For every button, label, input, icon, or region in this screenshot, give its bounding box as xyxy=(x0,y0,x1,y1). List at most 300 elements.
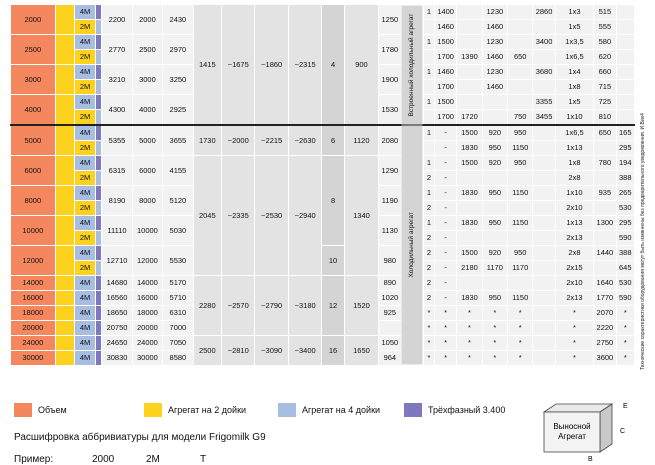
table-cell xyxy=(423,20,434,35)
table-cell xyxy=(533,306,555,321)
table-cell: 14000 xyxy=(11,276,56,291)
table-cell: * xyxy=(616,351,634,366)
table-cell xyxy=(55,125,74,156)
table-cell: 10 xyxy=(322,246,344,276)
table-cell: 24650 xyxy=(102,336,132,351)
table-cell xyxy=(423,141,434,156)
table-cell: * xyxy=(508,336,533,351)
table-cell: 6 xyxy=(322,125,344,156)
table-cell: 2x8 xyxy=(555,171,594,186)
table-cell: 920 xyxy=(482,156,507,171)
legend-agg2-label: Агрегат на 2 дойки xyxy=(168,405,247,415)
table-cell: ~2940 xyxy=(288,156,321,276)
table-cell: 2x13 xyxy=(555,231,594,246)
table-cell: * xyxy=(616,306,634,321)
table-cell: 810 xyxy=(594,110,616,126)
table-cell xyxy=(457,231,482,246)
box-label-2: Агрегат xyxy=(558,432,586,441)
table-cell: 1170 xyxy=(482,261,507,276)
table-cell: 6000 xyxy=(11,156,56,186)
table-cell: 1x6,5 xyxy=(555,50,594,65)
table-cell: 1 xyxy=(423,65,434,80)
table-cell: 2000 xyxy=(11,5,56,35)
box-dim-b: B xyxy=(588,456,593,462)
table-cell: 1050 xyxy=(379,336,401,351)
table-cell: 950 xyxy=(482,291,507,306)
table-cell: 2x10 xyxy=(555,276,594,291)
table-cell: 2M xyxy=(74,141,95,156)
table-cell xyxy=(533,291,555,306)
table-cell: 2970 xyxy=(163,35,193,65)
table-cell: 1500 xyxy=(434,95,456,110)
table-cell xyxy=(594,201,616,216)
table-cell: 3355 xyxy=(533,95,555,110)
table-cell: 1x8 xyxy=(555,156,594,171)
table-cell: 2770 xyxy=(102,35,132,65)
table-cell: 4M xyxy=(74,156,95,171)
table-cell: 1500 xyxy=(457,246,482,261)
table-cell: 1500 xyxy=(434,35,456,50)
table-cell xyxy=(616,35,634,50)
table-cell: 3210 xyxy=(102,65,132,95)
table-cell: ~2530 xyxy=(255,156,288,276)
table-cell: 5000 xyxy=(132,125,162,156)
table-cell xyxy=(457,65,482,80)
table-cell: 715 xyxy=(594,80,616,95)
table-cell: 18000 xyxy=(132,306,162,321)
table-cell: 194 xyxy=(616,156,634,171)
table-cell: * xyxy=(482,321,507,336)
table-cell xyxy=(533,201,555,216)
table-cell: - xyxy=(434,201,456,216)
table-cell: ~2000 xyxy=(222,125,255,156)
table-cell: 2220 xyxy=(594,321,616,336)
table-cell xyxy=(616,5,634,20)
table-cell xyxy=(508,276,533,291)
table-cell: 16 xyxy=(322,336,344,366)
phase-swatch xyxy=(404,403,422,417)
table-cell: 4155 xyxy=(163,156,193,186)
table-cell: 1x10 xyxy=(555,110,594,126)
table-cell xyxy=(533,216,555,231)
table-cell: * xyxy=(434,321,456,336)
table-cell: 2 xyxy=(423,231,434,246)
table-cell: ~2810 xyxy=(222,336,255,366)
box-dim-c: C xyxy=(620,428,626,435)
table-cell: - xyxy=(434,171,456,186)
table-cell: 3680 xyxy=(533,65,555,80)
table-cell xyxy=(508,20,533,35)
table-cell: 1700 xyxy=(434,50,456,65)
table-cell: ~3090 xyxy=(255,336,288,366)
table-cell: 1x3,5 xyxy=(555,35,594,50)
table-cell: 4M xyxy=(74,336,95,351)
table-cell: 8000 xyxy=(132,186,162,216)
table-cell: 5030 xyxy=(163,216,193,246)
table-cell: 1230 xyxy=(482,35,507,50)
table-cell xyxy=(457,201,482,216)
legend-phase-label: Трёхфазный 3.400 xyxy=(428,405,506,415)
table-cell xyxy=(96,141,102,156)
table-cell: 20000 xyxy=(11,321,56,336)
table-cell xyxy=(616,20,634,35)
table-cell: ~2790 xyxy=(255,276,288,336)
table-cell: 18650 xyxy=(102,306,132,321)
table-cell: * xyxy=(423,336,434,351)
table-cell: * xyxy=(508,306,533,321)
table-cell: - xyxy=(434,291,456,306)
table-cell: 1 xyxy=(423,5,434,20)
table-cell: 780 xyxy=(594,156,616,171)
table-cell: 590 xyxy=(616,291,634,306)
table-row xyxy=(11,125,635,141)
table-cell: 555 xyxy=(594,20,616,35)
table-cell: 2500 xyxy=(11,35,56,65)
table-cell: * xyxy=(555,336,594,351)
table-cell: 4000 xyxy=(132,95,162,126)
table-cell: 7050 xyxy=(163,336,193,351)
table-cell: 650 xyxy=(508,50,533,65)
table-cell: 5710 xyxy=(163,291,193,306)
table-cell xyxy=(482,110,507,126)
table-cell: 2860 xyxy=(533,5,555,20)
table-cell: 4M xyxy=(74,321,95,336)
table-cell: 2x8 xyxy=(555,246,594,261)
table-cell: * xyxy=(482,306,507,321)
table-cell xyxy=(96,80,102,95)
table-cell: 4M xyxy=(74,246,95,261)
table-cell: 2M xyxy=(74,50,95,65)
table-cell: 1020 xyxy=(379,291,401,306)
table-cell: 1 xyxy=(423,186,434,201)
table-cell xyxy=(55,156,74,186)
table-cell xyxy=(533,156,555,171)
table-cell xyxy=(55,95,74,126)
table-cell: 3455 xyxy=(533,110,555,126)
table-cell: 6000 xyxy=(132,156,162,186)
table-cell: * xyxy=(434,306,456,321)
table-cell: 295 xyxy=(616,141,634,156)
table-cell: 4M xyxy=(74,216,95,231)
table-cell: 750 xyxy=(508,110,533,126)
table-cell xyxy=(533,261,555,276)
table-cell: 1130 xyxy=(379,216,401,246)
table-cell: - xyxy=(434,261,456,276)
table-cell: 4M xyxy=(74,65,95,80)
table-cell: 16560 xyxy=(102,291,132,306)
table-cell: 590 xyxy=(616,231,634,246)
table-cell: 530 xyxy=(616,201,634,216)
table-cell: 4 xyxy=(322,5,344,126)
table-cell: 1415 xyxy=(193,5,221,126)
table-cell: * xyxy=(482,336,507,351)
table-cell xyxy=(508,95,533,110)
table-cell: 1770 xyxy=(594,291,616,306)
table-cell: 950 xyxy=(482,141,507,156)
table-cell: 2430 xyxy=(163,5,193,35)
table-cell: 12710 xyxy=(102,246,132,276)
table-cell: * xyxy=(457,321,482,336)
table-cell: 1 xyxy=(423,125,434,141)
table-cell: - xyxy=(434,276,456,291)
table-cell: 1300 xyxy=(594,216,616,231)
table-cell: 935 xyxy=(594,186,616,201)
table-cell: 30000 xyxy=(11,351,56,366)
table-cell: 265 xyxy=(616,186,634,201)
table-cell: 3655 xyxy=(163,125,193,156)
table-cell: * xyxy=(482,351,507,366)
table-cell: 1x5 xyxy=(555,20,594,35)
table-cell: 2080 xyxy=(379,125,401,156)
table-cell: * xyxy=(423,351,434,366)
table-cell: 1 xyxy=(423,95,434,110)
table-cell xyxy=(533,351,555,366)
table-cell xyxy=(508,65,533,80)
table-cell: ~2570 xyxy=(222,276,255,336)
example-line xyxy=(14,454,206,465)
table-cell: 2280 xyxy=(193,276,221,336)
table-cell: * xyxy=(457,306,482,321)
table-cell xyxy=(533,276,555,291)
table-cell xyxy=(55,216,74,246)
table-cell: ~2315 xyxy=(288,5,321,126)
table-cell: Встроенный холодильный агрегат xyxy=(401,5,423,126)
caption: Расшифровка аббривиатуры для модели Frigomilk G9 xyxy=(14,432,266,443)
table-cell: 1440 xyxy=(594,246,616,261)
table-cell xyxy=(508,201,533,216)
table-cell: 1190 xyxy=(379,186,401,216)
table-cell: 1x10 xyxy=(555,186,594,201)
table-cell xyxy=(96,261,102,276)
table-cell: 5170 xyxy=(163,276,193,291)
table-cell: 4M xyxy=(74,351,95,366)
table-cell: 1x6,5 xyxy=(555,125,594,141)
table-cell xyxy=(616,95,634,110)
table-cell: 30000 xyxy=(132,351,162,366)
table-cell: 24000 xyxy=(11,336,56,351)
table-cell: 10000 xyxy=(11,216,56,246)
table-cell: 925 xyxy=(379,306,401,321)
table-cell: 14000 xyxy=(132,276,162,291)
table-cell: 1150 xyxy=(508,186,533,201)
volume-swatch xyxy=(14,403,32,417)
table-cell: 1x5 xyxy=(555,95,594,110)
remote-unit-box xyxy=(540,402,630,462)
table-cell xyxy=(96,50,102,65)
table-cell xyxy=(616,110,634,126)
table-cell: 2500 xyxy=(193,336,221,366)
table-cell xyxy=(55,65,74,95)
table-cell: 5530 xyxy=(163,246,193,276)
table-cell: 2M xyxy=(74,20,95,35)
table-cell: 388 xyxy=(616,171,634,186)
table-cell: 1900 xyxy=(379,65,401,95)
table-cell: 12 xyxy=(322,276,344,336)
spec-table xyxy=(10,4,635,366)
table-cell xyxy=(55,276,74,291)
table-cell xyxy=(508,35,533,50)
table-cell: 5355 xyxy=(102,125,132,156)
table-cell: * xyxy=(508,321,533,336)
legend-agg2 xyxy=(144,403,246,417)
table-cell: ~2335 xyxy=(222,156,255,276)
table-cell: ~1860 xyxy=(255,5,288,126)
table-cell: 2045 xyxy=(193,156,221,276)
table-cell: 900 xyxy=(344,5,378,126)
table-cell: 24000 xyxy=(132,336,162,351)
table-cell xyxy=(55,35,74,65)
table-cell: 16000 xyxy=(132,291,162,306)
table-cell: - xyxy=(434,216,456,231)
legend-agg4 xyxy=(278,403,380,417)
table-cell: 1x3 xyxy=(555,5,594,20)
table-cell: 2M xyxy=(74,261,95,276)
table-cell: 980 xyxy=(379,246,401,276)
table-cell: 1230 xyxy=(482,5,507,20)
table-cell: 620 xyxy=(594,50,616,65)
table-cell: 5120 xyxy=(163,186,193,216)
table-cell: 11110 xyxy=(102,216,132,246)
table-cell xyxy=(508,231,533,246)
table-cell: 3600 xyxy=(594,351,616,366)
table-cell: 920 xyxy=(482,125,507,141)
table-cell xyxy=(533,321,555,336)
table-cell: - xyxy=(434,141,456,156)
table-cell: 2M xyxy=(74,80,95,95)
table-cell: 1400 xyxy=(434,5,456,20)
table-cell xyxy=(594,171,616,186)
table-cell: 388 xyxy=(616,246,634,261)
table-cell: 645 xyxy=(616,261,634,276)
table-row xyxy=(11,156,635,171)
table-cell xyxy=(55,291,74,306)
table-cell: 950 xyxy=(482,216,507,231)
table-cell xyxy=(533,125,555,141)
box-dim-e: E xyxy=(623,403,628,410)
table-row xyxy=(11,5,635,20)
table-cell: 1830 xyxy=(457,291,482,306)
table-cell: 1x13 xyxy=(555,216,594,231)
table-cell: - xyxy=(434,156,456,171)
table-cell: * xyxy=(423,306,434,321)
legend-volume xyxy=(14,403,67,417)
table-cell xyxy=(379,321,401,336)
table-cell xyxy=(533,246,555,261)
table-cell xyxy=(594,141,616,156)
table-cell: 2500 xyxy=(132,35,162,65)
table-cell: 7000 xyxy=(163,321,193,336)
table-cell xyxy=(457,20,482,35)
box-label-1: Выносной xyxy=(553,422,591,431)
table-cell: * xyxy=(508,351,533,366)
table-cell: 2x13 xyxy=(555,291,594,306)
table-cell: 920 xyxy=(482,246,507,261)
table-cell: 650 xyxy=(594,125,616,141)
table-row xyxy=(11,276,635,291)
table-cell: * xyxy=(555,321,594,336)
table-cell: 515 xyxy=(594,5,616,20)
table-cell: 4M xyxy=(74,35,95,50)
table-cell xyxy=(457,171,482,186)
table-cell: 3000 xyxy=(11,65,56,95)
table-cell xyxy=(96,110,102,126)
table-cell xyxy=(457,35,482,50)
table-cell: 1120 xyxy=(344,125,378,156)
table-cell: 1460 xyxy=(482,80,507,95)
table-cell xyxy=(423,80,434,95)
example-agg: 2M xyxy=(146,454,160,465)
table-cell xyxy=(96,171,102,186)
table-cell xyxy=(508,5,533,20)
table-cell: 14680 xyxy=(102,276,132,291)
table-cell: 2000 xyxy=(132,5,162,35)
table-cell: 4M xyxy=(74,306,95,321)
table-cell: 1230 xyxy=(482,65,507,80)
table-cell: 1170 xyxy=(508,261,533,276)
table-cell: 1290 xyxy=(379,156,401,186)
table-cell: 1830 xyxy=(457,141,482,156)
legend-volume-label: Объем xyxy=(38,405,67,415)
table-cell: 1 xyxy=(423,156,434,171)
table-cell: 4000 xyxy=(11,95,56,126)
table-cell: 1830 xyxy=(457,216,482,231)
table-cell: 2x15 xyxy=(555,261,594,276)
table-cell: 1500 xyxy=(457,125,482,141)
table-cell: 1390 xyxy=(457,50,482,65)
table-cell: * xyxy=(434,351,456,366)
table-cell xyxy=(508,171,533,186)
table-cell: 1500 xyxy=(457,156,482,171)
table-cell xyxy=(55,336,74,351)
table-cell xyxy=(533,141,555,156)
table-cell: 530 xyxy=(616,276,634,291)
table-cell xyxy=(457,80,482,95)
table-cell: ~3180 xyxy=(288,276,321,336)
table-cell: 890 xyxy=(379,276,401,291)
table-cell xyxy=(482,231,507,246)
table-cell: 4M xyxy=(74,291,95,306)
table-cell: 295 xyxy=(616,216,634,231)
table-cell: ~2630 xyxy=(288,125,321,156)
table-cell: 4M xyxy=(74,186,95,201)
table-cell: 1340 xyxy=(344,156,378,276)
table-cell: 1830 xyxy=(457,186,482,201)
table-cell: 8190 xyxy=(102,186,132,216)
table-cell xyxy=(96,201,102,216)
table-cell: 8 xyxy=(322,156,344,246)
table-cell: 20750 xyxy=(102,321,132,336)
table-cell xyxy=(457,5,482,20)
table-cell: 10000 xyxy=(132,216,162,246)
table-cell xyxy=(423,50,434,65)
table-cell: 725 xyxy=(594,95,616,110)
table-cell xyxy=(55,351,74,366)
table-cell: ~3400 xyxy=(288,336,321,366)
table-cell: * xyxy=(616,321,634,336)
table-cell xyxy=(423,110,434,126)
table-cell: 2 xyxy=(423,171,434,186)
table-cell: 30830 xyxy=(102,351,132,366)
table-cell: 2M xyxy=(74,201,95,216)
table-row xyxy=(11,246,635,261)
table-cell: 1150 xyxy=(508,216,533,231)
table-cell: 2925 xyxy=(163,95,193,126)
table-cell: 2x10 xyxy=(555,201,594,216)
table-cell: 1460 xyxy=(434,65,456,80)
table-cell xyxy=(508,80,533,95)
table-cell xyxy=(457,95,482,110)
table-cell xyxy=(96,231,102,246)
